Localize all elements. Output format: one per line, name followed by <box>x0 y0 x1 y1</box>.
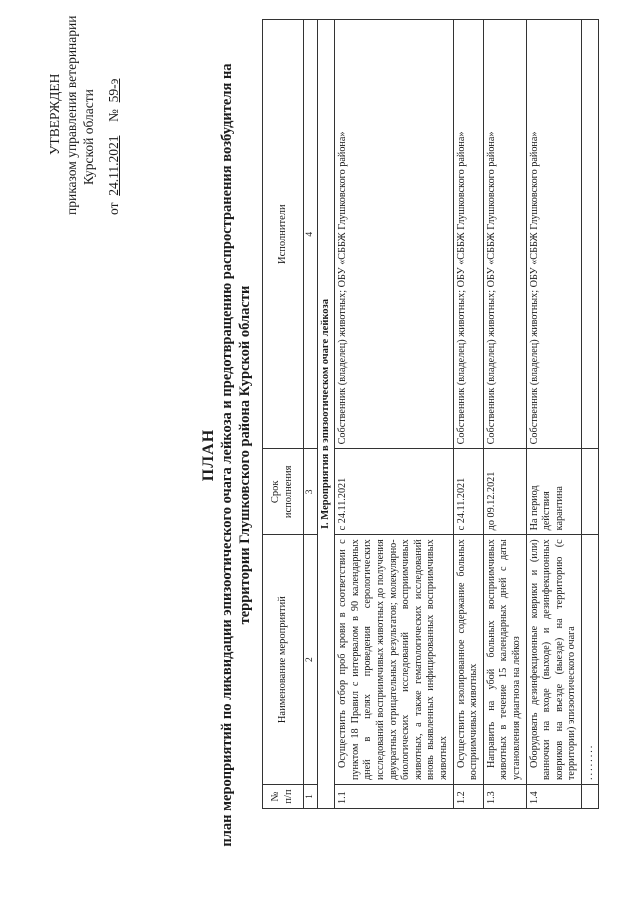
section-row <box>317 20 335 809</box>
continuation-row <box>581 20 599 809</box>
row-executors: Собственник (владелец) животных; ОБУ «СББЖ Глушковского района» <box>483 20 526 449</box>
row-measure: Направить на убой больных восприимчивых животных в течение 15 календарных дней с даты установления диагноза на лейкоз <box>483 535 526 785</box>
plan-table <box>262 19 599 809</box>
approval-date-line <box>105 0 122 215</box>
approval-order-line: приказом управления ветеринарии <box>64 15 79 215</box>
continuation-cell <box>581 449 599 535</box>
table-row <box>526 20 581 809</box>
column-number: 1 <box>304 785 318 809</box>
continuation-cell <box>581 785 599 809</box>
row-term: до 09.12.2021 <box>483 449 526 535</box>
approval-region-line: Курской области <box>81 89 96 185</box>
row-term: На период действия карантина <box>526 449 581 535</box>
column-number: 2 <box>304 535 318 785</box>
section-title: I. Мероприятия в эпизоотическом очаге лейкоза <box>317 20 335 809</box>
column-number-row <box>304 20 318 809</box>
row-measure: Осуществить изолированное содержание больных восприимчивых животных <box>453 535 483 785</box>
approval-stamp-block <box>46 0 122 215</box>
continuation-dots: ........ <box>581 535 599 785</box>
header-number: № п/п <box>263 785 304 809</box>
row-number: 1.2 <box>453 785 483 809</box>
approval-date-prefix: от <box>106 202 121 215</box>
row-measure: Оборудовать дезинфекционные коврики и (или) ванночки на входе (выходе) и дезинфекционных ковриков на въезде (выезде) на территорию (с территории) эпизоотического очага <box>526 535 581 785</box>
row-term: с 24.11.2021 <box>335 449 453 535</box>
table-header-row <box>263 20 304 809</box>
row-number: 1.4 <box>526 785 581 809</box>
approval-number-prefix: № <box>106 109 121 123</box>
column-number: 3 <box>304 449 318 535</box>
continuation-cell <box>581 20 599 449</box>
approval-number: 59-э <box>106 78 121 103</box>
approval-date: 24.11.2021 <box>106 135 121 196</box>
row-measure: Осуществить отбор проб крови в соответствии с пунктом 18 Правил с интервалом в 90 календарных дней в целях проведения серологических исследований восприимчивых животных до получения двукратных отрицательных результатов; молекулярно-биологических исследований восприимчивых животных, а также гематологических исследований вновь выявленных инфицированных восприимчивых животных <box>335 535 453 785</box>
document-title: ПЛАН <box>200 428 217 482</box>
table-row <box>335 20 453 809</box>
row-executors: Собственник (владелец) животных; ОБУ «СББЖ Глушковского района» <box>335 20 453 449</box>
row-executors: Собственник (владелец) животных; ОБУ «СББЖ Глушковского района» <box>526 20 581 449</box>
header-term: Срок исполнения <box>263 449 304 535</box>
table-row <box>453 20 483 809</box>
column-number: 4 <box>304 20 318 449</box>
approval-heading: УТВЕРЖДЕН <box>47 73 62 155</box>
row-term: с 24.11.2021 <box>453 449 483 535</box>
header-executors: Исполнители <box>263 20 304 449</box>
row-number: 1.3 <box>483 785 526 809</box>
row-executors: Собственник (владелец) животных; ОБУ «СББЖ Глушковского района» <box>453 20 483 449</box>
table-row <box>483 20 526 809</box>
header-measures: Наименование мероприятий <box>263 535 304 785</box>
row-number: 1.1 <box>335 785 453 809</box>
document-subtitle: план мероприятий по ликвидации эпизоотического очага лейкоза и предотвращению распространения возбудителя на территории Глушковского района Курской области <box>219 63 253 847</box>
